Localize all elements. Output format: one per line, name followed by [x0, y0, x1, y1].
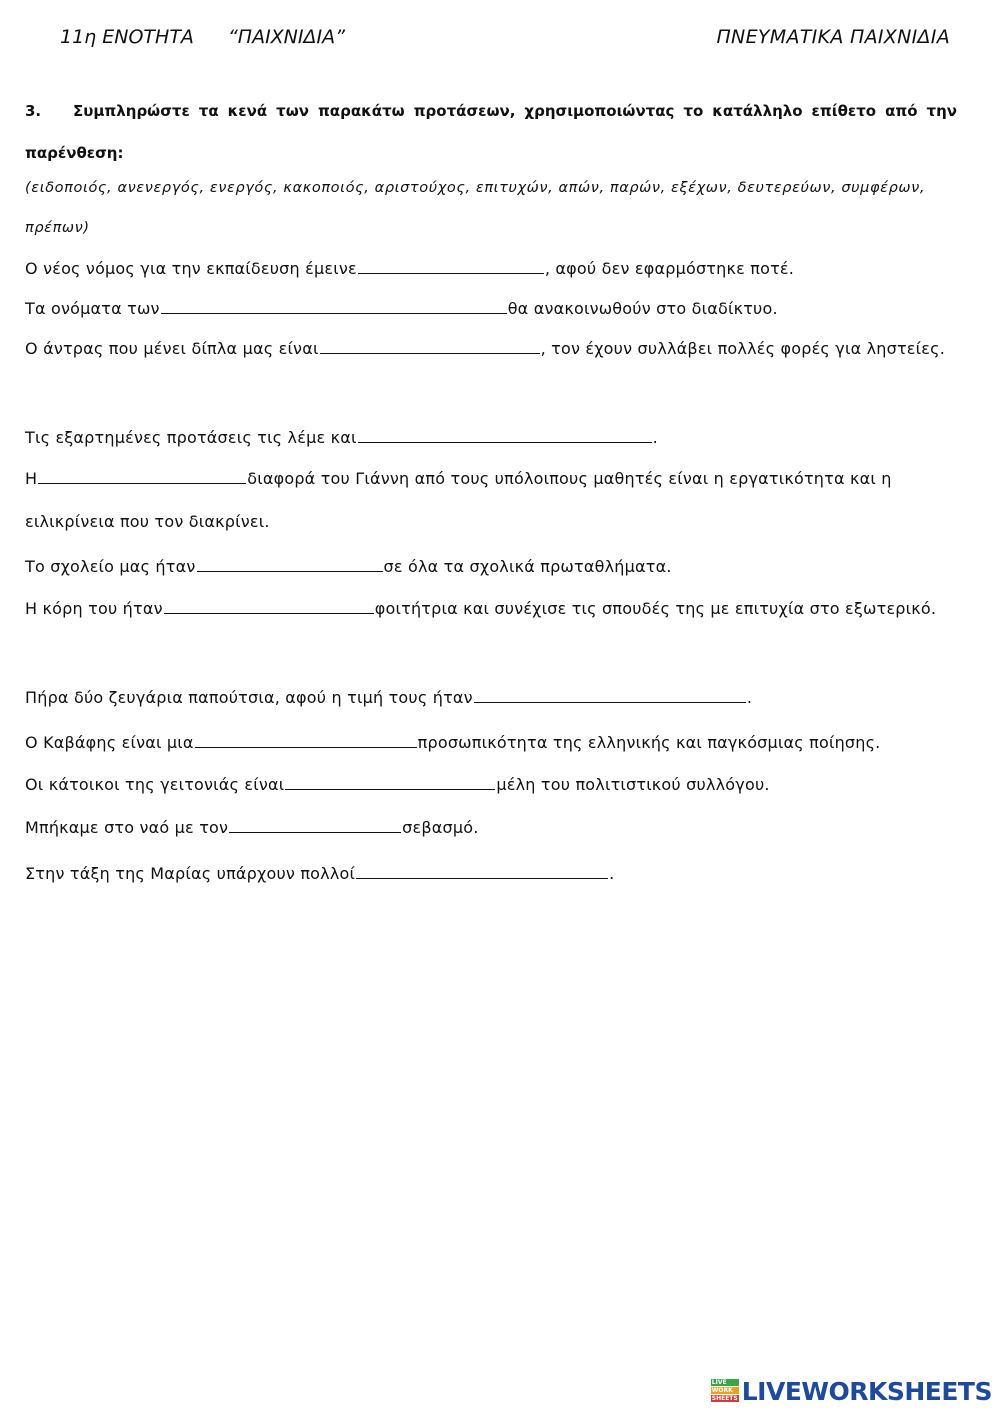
answer-blank-5[interactable] — [38, 465, 246, 484]
sentence-1 — [25, 255, 794, 278]
instruction-text: Συμπληρώστε τα κενά των παρακάτω προτάσεων, χρησιμοποιώντας το κατάλληλο επίθετο από την παρένθεση: — [25, 102, 957, 162]
sentence-text-before: Ο νέος νόμος για την εκπαίδευση έμεινε — [25, 259, 357, 278]
sentence-text-after: σεβασμό. — [402, 818, 479, 837]
answer-blank-4[interactable] — [358, 424, 652, 443]
sentence-text-before: Τα ονόματα των — [25, 299, 160, 318]
sentence-text-before: Η — [25, 469, 38, 488]
sentence-text-after: θα ανακοινωθούν στο διαδίκτυο. — [507, 299, 778, 318]
sentence-text-after: σε όλα τα σχολικά πρωταθλήματα. — [383, 557, 672, 576]
sentence-3 — [25, 327, 955, 370]
sentence-text-after: . — [652, 428, 658, 447]
sentence-text-before: Μπήκαμε στο ναό με τον — [25, 818, 229, 837]
sentence-12 — [25, 860, 614, 883]
answer-blank-12[interactable] — [356, 860, 608, 879]
answer-blank-8[interactable] — [474, 684, 746, 703]
sentence-text-before: Το σχολείο μας ήταν — [25, 557, 196, 576]
sentence-10 — [25, 771, 770, 794]
sentence-7 — [25, 587, 955, 630]
sentence-9 — [25, 729, 880, 752]
sentence-text-after: . — [609, 864, 615, 883]
answer-blank-11[interactable] — [229, 814, 401, 833]
word-bank: (ειδοποιός, ανενεργός, ενεργός, κακοποιός, αριστούχος, επιτυχών, απών, παρών, εξέχων, δευτερεύων, συμφέρων, πρέπων) — [25, 180, 926, 236]
sentence-6 — [25, 553, 672, 576]
sentence-text-before: Ο άντρας που μένει δίπλα μας είναι — [25, 339, 319, 358]
logo-mark-icon: LIVE WORK SHEETS — [711, 1379, 738, 1402]
unit-title: “ΠΑΙΧΝΙΔΙΑ” — [227, 26, 345, 48]
logo-text: LIVEWORKSHEETS — [741, 1376, 992, 1406]
sentence-text-before: Τις εξαρτημένες προτάσεις τις λέμε και — [25, 428, 357, 447]
answer-blank-1[interactable] — [358, 255, 544, 274]
sentence-2 — [25, 295, 778, 318]
answer-blank-6[interactable] — [197, 553, 383, 572]
header-unit — [60, 26, 345, 48]
sentence-text-after: μέλη του πολιτιστικού συλλόγου. — [496, 775, 770, 794]
sentence-text-before: Η κόρη του ήταν — [25, 599, 163, 618]
exercise-number: 3. — [25, 102, 42, 120]
sentence-text-before: Οι κάτοικοι της γειτονιάς είναι — [25, 775, 285, 794]
answer-blank-9[interactable] — [195, 729, 417, 748]
sentence-11 — [25, 814, 479, 837]
sentence-5 — [25, 457, 955, 543]
unit-number: 11η ΕΝΟΤΗΤΑ — [60, 26, 194, 48]
sentence-text-after: . — [746, 688, 753, 707]
exercise-instruction — [25, 90, 957, 174]
liveworksheets-logo — [711, 1376, 992, 1406]
answer-blank-7[interactable] — [164, 595, 374, 614]
sentence-text-before: Στην τάξη της Μαρίας υπάρχουν πολλοί — [25, 864, 356, 883]
page-header — [0, 26, 1000, 52]
header-right-title: ΠΝΕΥΜΑΤΙΚΑ ΠΑΙΧΝΙΔΙΑ — [716, 26, 950, 48]
answer-blank-3[interactable] — [320, 335, 540, 354]
sentence-text-before: Ο Καβάφης είναι μια — [25, 733, 194, 752]
answer-blank-10[interactable] — [285, 771, 495, 790]
sentence-4 — [25, 424, 658, 447]
sentence-text-after: διαφορά του Γιάννη από τους υπόλοιπους μαθητές είναι η εργατικότητα και η ειλικρίνεια που τον διακρίνει. — [25, 469, 892, 531]
sentence-text-after: προσωπικότητα της ελληνικής και παγκόσμιας ποίησης. — [417, 733, 881, 752]
sentence-8 — [25, 684, 752, 707]
sentence-text-after: , τον έχουν συλλάβει πολλές φορές για ληστείες. — [540, 339, 945, 358]
sentence-text-after: , αφού δεν εφαρμόστηκε ποτέ. — [544, 259, 795, 278]
answer-blank-2[interactable] — [161, 295, 507, 314]
sentence-text-after: φοιτήτρια και συνέχισε τις σπουδές της με επιτυχία στο εξωτερικό. — [374, 599, 937, 618]
sentence-text-before: Πήρα δύο ζευγάρια παπούτσια, αφού η τιμή τους ήταν — [25, 688, 473, 707]
